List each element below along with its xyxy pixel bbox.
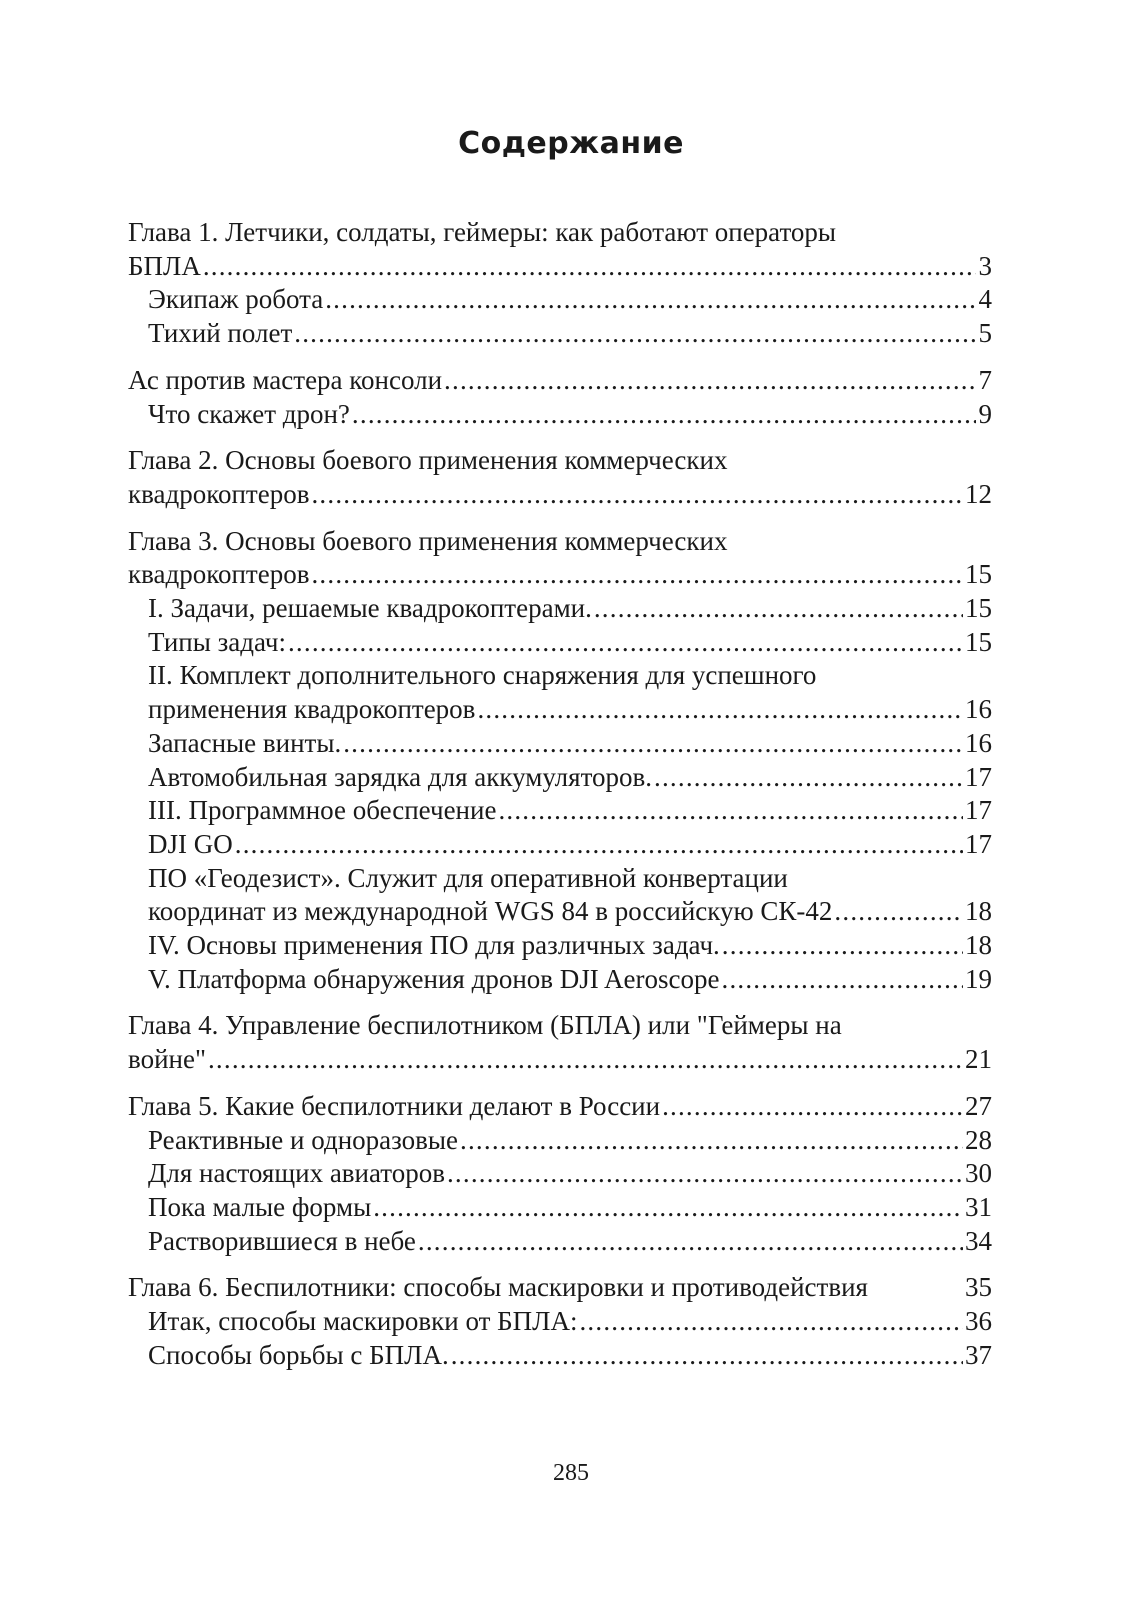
toc-page-number: 18 <box>965 896 992 927</box>
toc-page-number: 7 <box>978 364 992 395</box>
dot-leader <box>498 794 963 828</box>
toc-entry-title-first-line: II. Комплект дополнительного снаряжения для успешного <box>148 660 817 691</box>
dot-leader <box>447 1157 963 1191</box>
toc-entry-title: квадрокоптеров <box>128 478 310 509</box>
page-number: 285 <box>553 1460 589 1486</box>
toc-entry[interactable] <box>128 398 992 432</box>
dot-leader <box>722 929 963 963</box>
dot-leader <box>208 1043 963 1077</box>
dot-leader <box>343 727 963 761</box>
toc-entry[interactable] <box>128 794 992 828</box>
toc-page-number: 28 <box>965 1124 992 1155</box>
toc-page-number: 19 <box>965 963 992 994</box>
dot-leader <box>311 478 963 512</box>
toc-page-number: 17 <box>965 795 992 826</box>
page-title: Содержание <box>458 126 684 161</box>
dot-leader <box>594 592 963 626</box>
toc-entry[interactable] <box>128 317 992 351</box>
dot-leader <box>451 1339 963 1373</box>
toc-entry[interactable] <box>128 1157 992 1191</box>
toc-entry[interactable] <box>128 1305 992 1339</box>
toc-entry[interactable] <box>128 626 992 660</box>
toc-entry-title: IV. Основы применения ПО для различных задач. <box>148 930 720 961</box>
toc-entry[interactable] <box>128 828 992 862</box>
dot-leader <box>834 895 963 929</box>
toc-entry[interactable] <box>128 1339 992 1373</box>
toc-page-number: 31 <box>965 1191 992 1222</box>
dot-leader <box>352 398 976 432</box>
toc-entry-chapter-2[interactable] <box>128 444 992 511</box>
dot-leader <box>444 364 976 398</box>
toc-page-number: 12 <box>965 478 992 509</box>
toc-entry-title: Автомобильная зарядка для аккумуляторов. <box>148 761 653 792</box>
toc-entry-title-first-line: Глава 1. Летчики, солдаты, геймеры: как работают операторы <box>128 217 837 247</box>
toc-entry-title: Растворившиеся в небе <box>148 1225 416 1256</box>
toc-entry-title: войне" <box>128 1044 206 1075</box>
dot-leader <box>579 1305 963 1339</box>
dot-leader <box>477 693 963 727</box>
toc-page-number: 3 <box>978 250 992 281</box>
toc-entry-chapter-1[interactable] <box>128 216 992 283</box>
toc-page-number: 17 <box>965 761 992 792</box>
toc-entry-title-first-line: Глава 3. Основы боевого применения коммерческих <box>128 525 728 556</box>
toc-entry-title: Глава 5. Какие беспилотники делают в России <box>128 1090 661 1121</box>
toc-entry[interactable] <box>128 862 992 929</box>
toc-entry[interactable] <box>128 659 992 726</box>
toc-page-number: 34 <box>965 1225 992 1256</box>
dot-leader <box>460 1124 963 1158</box>
dot-leader <box>311 558 963 592</box>
toc-page-number: 17 <box>965 828 992 859</box>
toc-entry-title: Для настоящих авиаторов <box>148 1158 445 1189</box>
dot-leader <box>722 963 964 997</box>
toc-entry-title: DJI GO <box>148 828 233 859</box>
toc-entry-section[interactable] <box>128 364 992 398</box>
toc-entry-title: Запасные винты. <box>148 727 342 758</box>
toc-entry-title: БПЛА <box>128 250 201 281</box>
toc-entry-title: квадрокоптеров <box>128 559 310 590</box>
toc-page-number: 5 <box>978 318 992 349</box>
toc-entry[interactable] <box>128 727 992 761</box>
dot-leader <box>662 1090 963 1124</box>
toc-entry-title: Экипаж робота <box>148 284 324 315</box>
toc-entry[interactable] <box>128 929 992 963</box>
toc-entry-title: Ас против мастера консоли <box>128 364 443 395</box>
toc-entry-title: Типы задач: <box>148 626 286 657</box>
toc-page-number: 21 <box>965 1044 992 1075</box>
toc-page-number: 15 <box>965 626 992 657</box>
toc-entry-title: V. Платформа обнаружения дронов DJI Aeroscope <box>148 963 720 994</box>
toc-entry-title-first-line: Глава 2. Основы боевого применения коммерческих <box>128 445 728 476</box>
toc-entry-chapter-4[interactable] <box>128 1009 992 1076</box>
toc-page-number: 30 <box>965 1158 992 1189</box>
toc-entry-title: I. Задачи, решаемые квадрокоптерами. <box>148 593 592 624</box>
toc-page-number: 4 <box>978 284 992 315</box>
toc-entry[interactable] <box>128 1124 992 1158</box>
toc-page-number: 15 <box>965 559 992 590</box>
toc-entry-title-first-line: ПО «Геодезист». Служит для оперативной конвертации <box>148 862 788 893</box>
dot-leader <box>654 761 963 795</box>
toc-entry-title: Пока малые формы <box>148 1191 372 1222</box>
toc-entry-chapter-5[interactable] <box>128 1090 992 1124</box>
toc-page-number: 35 <box>965 1272 992 1303</box>
toc-entry-title: Глава 6. Беспилотники: способы маскировки и противодействия <box>128 1272 868 1303</box>
dot-leader <box>203 250 976 284</box>
toc-entry-title: Что скажет дрон? <box>148 398 350 429</box>
toc-page-number: 36 <box>965 1306 992 1337</box>
toc-entry[interactable] <box>128 283 992 317</box>
toc-entry-title: Реактивные и одноразовые <box>148 1124 459 1155</box>
toc-entry-title: Итак, способы маскировки от БПЛА: <box>148 1306 578 1337</box>
toc-entry-title: III. Программное обеспечение <box>148 795 497 826</box>
toc-entry-title: Способы борьбы с БПЛА. <box>148 1339 449 1370</box>
toc-page-number: 16 <box>965 727 992 758</box>
dot-leader <box>325 283 976 317</box>
toc-entry[interactable] <box>128 1225 992 1259</box>
toc-entry-title-first-line: Глава 4. Управление беспилотником (БПЛА) или "Геймеры на <box>128 1010 842 1041</box>
toc-entry-title: координат из международной WGS 84 в российскую СК-42 <box>148 896 833 927</box>
toc-page-number: 15 <box>965 593 992 624</box>
toc-page-number: 16 <box>965 694 992 725</box>
dot-leader <box>288 626 963 660</box>
toc-page-number: 27 <box>965 1090 992 1121</box>
toc-entry[interactable] <box>128 592 992 626</box>
toc-entry[interactable] <box>128 963 992 997</box>
dot-leader <box>373 1191 963 1225</box>
toc-entry[interactable] <box>128 761 992 795</box>
dot-leader <box>235 828 963 862</box>
toc-entry-chapter-6[interactable] <box>128 1271 992 1305</box>
toc-page-number: 18 <box>965 930 992 961</box>
toc-entry-title: применения квадрокоптеров <box>148 694 476 725</box>
toc-page-number: 37 <box>965 1339 992 1370</box>
toc-page-number: 9 <box>978 398 992 429</box>
dot-leader <box>418 1225 963 1259</box>
toc-entry[interactable] <box>128 1191 992 1225</box>
toc-entry-title: Тихий полет <box>148 318 293 349</box>
table-of-contents <box>128 216 992 1373</box>
toc-entry-chapter-3[interactable] <box>128 525 992 592</box>
dot-leader <box>294 317 976 351</box>
